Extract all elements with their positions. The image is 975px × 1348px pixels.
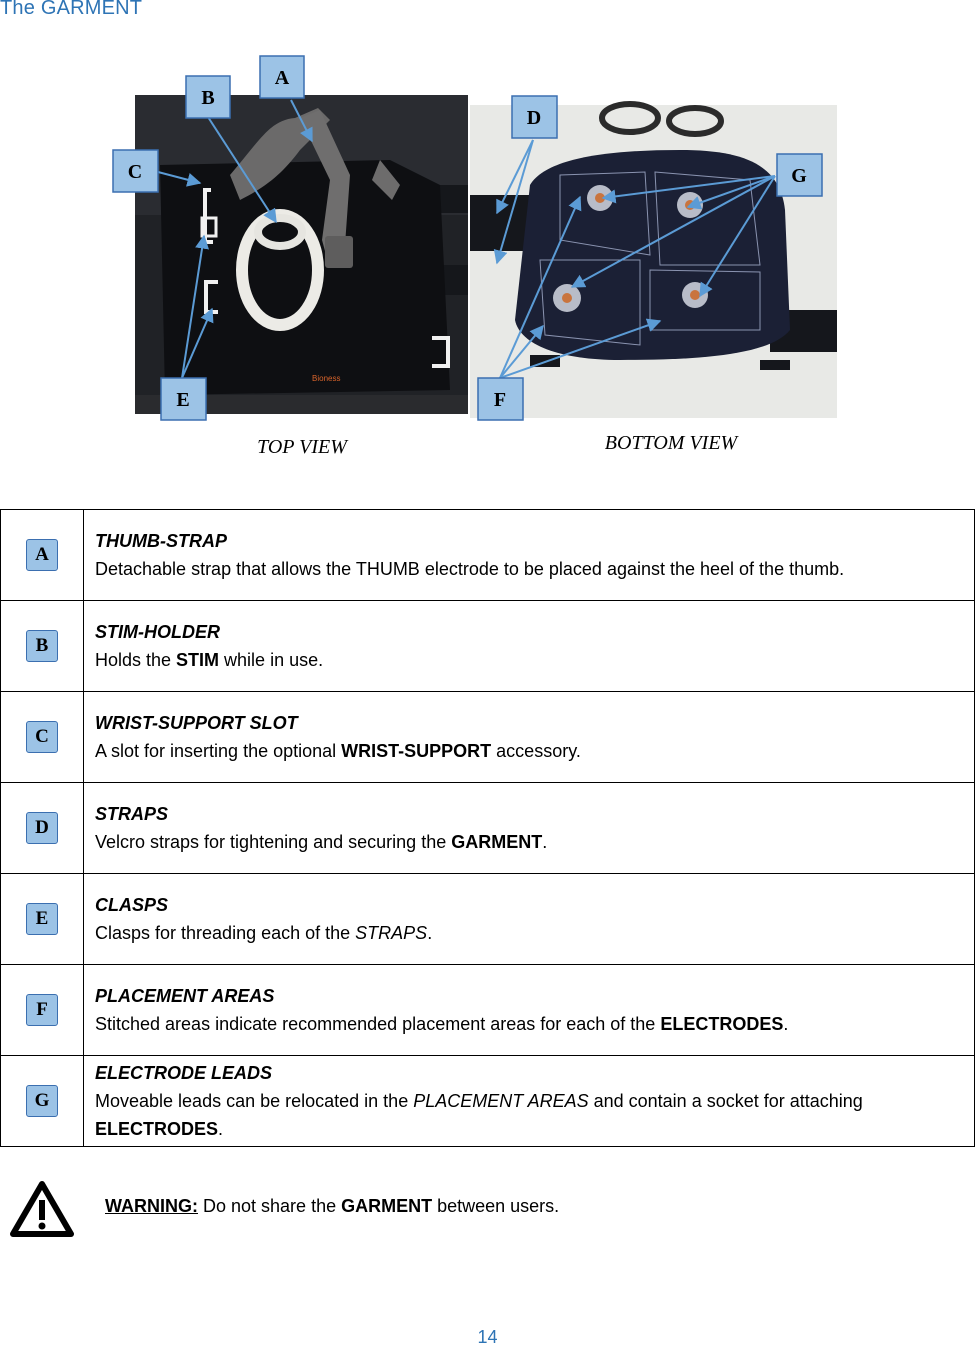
row-key-badge: B: [26, 630, 58, 662]
warning-icon: [10, 1180, 74, 1238]
callout-d: [512, 96, 557, 138]
row-description-cell: [84, 965, 975, 1056]
row-description-text: WRIST-SUPPORT: [341, 741, 492, 761]
callout-c: [113, 150, 158, 192]
svg-text:C: C: [127, 161, 143, 183]
row-title: PLACEMENT AREAS: [95, 986, 275, 1006]
row-description-text: .: [783, 1014, 789, 1034]
row-description-text: .: [427, 923, 433, 943]
callout-e: [161, 378, 206, 420]
row-description-cell: [84, 692, 975, 783]
row-description-text: A slot for inserting the optional: [95, 741, 342, 761]
row-description-text: ELECTRODES: [95, 1119, 219, 1139]
row-description-cell: [84, 874, 975, 965]
svg-text:B: B: [201, 87, 215, 109]
warning-label: WARNING:: [105, 1196, 198, 1216]
row-key-cell: [1, 601, 84, 692]
row-key-badge: D: [26, 812, 58, 844]
row-title: STRAPS: [95, 804, 169, 824]
row-description-text: Detachable strap that allows the THUMB electrode to be placed against the heel of the thumb.: [95, 559, 845, 579]
row-description-text: Holds the: [95, 650, 177, 670]
row-description-text: Moveable leads can be relocated in the: [95, 1091, 414, 1111]
row-description-text: .: [542, 832, 548, 852]
svg-text:D: D: [526, 107, 542, 129]
row-description-text: .: [218, 1119, 224, 1139]
row-key-badge: C: [26, 721, 58, 753]
callout-g: [777, 154, 822, 196]
row-key-cell: [1, 874, 84, 965]
row-description-text: GARMENT: [451, 832, 543, 852]
row-description-text: Clasps for threading each of the: [95, 923, 356, 943]
row-key-badge: F: [26, 994, 58, 1026]
row-description-text: accessory.: [491, 741, 581, 761]
warning-emphasis: GARMENT: [341, 1196, 433, 1216]
svg-text:E: E: [176, 389, 190, 411]
row-key-badge: A: [26, 539, 58, 571]
table-row: [1, 783, 975, 874]
row-key-cell: [1, 965, 84, 1056]
callout-b: [186, 76, 230, 118]
row-key-cell: [1, 1056, 84, 1147]
table-row: [1, 692, 975, 783]
row-description-text: and contain a socket for attaching: [588, 1091, 863, 1111]
callout-f: [478, 378, 523, 420]
row-description-text: STIM: [176, 650, 220, 670]
row-description-text: while in use.: [219, 650, 324, 670]
row-description-cell: [84, 601, 975, 692]
row-title: CLASPS: [95, 895, 169, 915]
row-title: THUMB-STRAP: [95, 531, 227, 551]
page-number: 14: [477, 1327, 498, 1347]
row-description-text: Velcro straps for tightening and securing the: [95, 832, 452, 852]
top-view-caption: TOP VIEW: [257, 436, 347, 458]
table-row: [1, 965, 975, 1056]
top-view-photo: [135, 95, 468, 414]
table-row: [1, 601, 975, 692]
table-row: [1, 1056, 975, 1147]
bottom-view-photo: [470, 104, 837, 418]
svg-text:G: G: [791, 165, 807, 187]
row-key-badge: E: [26, 903, 58, 935]
row-key-cell: [1, 692, 84, 783]
row-key-cell: [1, 510, 84, 601]
row-description-text: PLACEMENT AREAS: [413, 1091, 589, 1111]
table-row: [1, 874, 975, 965]
row-description-text: STRAPS: [355, 923, 428, 943]
row-key-cell: [1, 783, 84, 874]
table-row: [1, 510, 975, 601]
svg-text:F: F: [493, 389, 507, 411]
garment-figure: [0, 0, 975, 470]
callout-a: [260, 56, 304, 98]
row-title: ELECTRODE LEADS: [95, 1063, 273, 1083]
warning-text: WARNING: Do not share the GARMENT between users.: [105, 1196, 560, 1216]
row-key-badge: G: [26, 1085, 58, 1117]
row-description-cell: [84, 783, 975, 874]
parts-table: [0, 509, 975, 1147]
row-description-text: Stitched areas indicate recommended placement areas for each of the: [95, 1014, 661, 1034]
section-heading: The GARMENT: [0, 0, 143, 19]
bottom-view-caption: BOTTOM VIEW: [604, 432, 738, 454]
row-title: STIM-HOLDER: [95, 622, 220, 642]
row-description-text: ELECTRODES: [660, 1014, 784, 1034]
row-title: WRIST-SUPPORT SLOT: [95, 713, 298, 733]
row-description-cell: [84, 510, 975, 601]
row-description-cell: [84, 1056, 975, 1147]
photo-logo-text: Bioness: [312, 374, 341, 383]
svg-text:A: A: [274, 67, 290, 89]
